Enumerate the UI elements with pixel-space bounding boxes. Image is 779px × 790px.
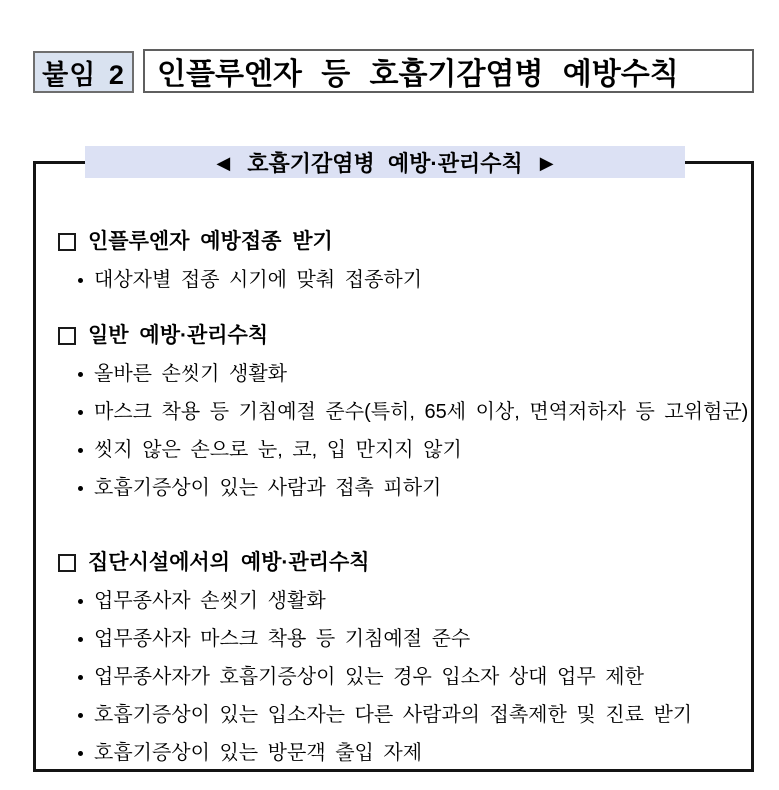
bullet-row [58,475,747,501]
section-title: 집단시설에서의 예방·관리수칙 [88,551,370,574]
bullet-text: 업무종사자 손씻기 생활화 [94,590,326,612]
rule-section [58,229,747,293]
checkbox-icon [58,554,76,572]
right-arrow-icon: ▶ [539,153,554,173]
bullet-row [58,437,747,463]
bullet-text: 업무종사자가 호흡기증상이 있는 경우 입소자 상대 업무 제한 [94,666,644,688]
bullet-row [58,588,747,614]
attachment-label-box [33,51,134,93]
bullet-dot-icon [78,713,83,718]
attachment-label: 붙임 2 [42,59,125,90]
bullet-dot-icon [78,372,83,377]
document-title-box [143,49,754,93]
rule-section [58,323,747,501]
bullet-text: 호흡기증상이 있는 입소자는 다른 사람과의 접촉제한 및 진료 받기 [94,704,693,726]
bullet-dot-icon [78,278,83,283]
bullet-dot-icon [78,751,83,756]
rule-section [58,550,747,766]
bullet-row [58,399,747,425]
bullet-dot-icon [78,410,83,415]
section-title-row [58,550,747,576]
checkbox-icon [58,327,76,345]
bullet-dot-icon [78,599,83,604]
bullet-text: 씻지 않은 손으로 눈, 코, 입 만지지 않기 [94,439,462,461]
banner-title: 호흡기감염병 예방·관리수칙 [247,150,523,176]
bullet-dot-icon [78,448,83,453]
bullet-text: 올바른 손씻기 생활화 [94,363,287,385]
section-title-row [58,229,747,255]
bullet-row [58,740,747,766]
bullet-row [58,664,747,690]
bullet-dot-icon [78,637,83,642]
bullet-text: 호흡기증상이 있는 사람과 접촉 피하기 [94,477,442,499]
bullet-text: 업무종사자 마스크 착용 등 기침예절 준수 [94,628,471,650]
bullet-row [58,267,747,293]
section-title: 인플루엔자 예방접종 받기 [88,230,333,253]
left-arrow-icon: ◀ [216,153,231,173]
bullet-dot-icon [78,486,83,491]
bullet-row [58,361,747,387]
section-banner [85,146,685,178]
checkbox-icon [58,233,76,251]
bullet-text: 마스크 착용 등 기침예절 준수(특히, 65세 이상, 면역저하자 등 고위험군) [94,401,749,423]
section-title-row [58,323,747,349]
bullet-row [58,702,747,728]
section-title: 일반 예방·관리수칙 [88,324,269,347]
rules-list [58,229,747,766]
bullet-dot-icon [78,675,83,680]
bullet-text: 호흡기증상이 있는 방문객 출입 자제 [94,742,423,764]
document-title: 인플루엔자 등 호흡기감염병 예방수칙 [157,58,679,91]
bullet-row [58,626,747,652]
bullet-text: 대상자별 접종 시기에 맞춰 접종하기 [94,269,423,291]
rules-frame [33,161,754,772]
